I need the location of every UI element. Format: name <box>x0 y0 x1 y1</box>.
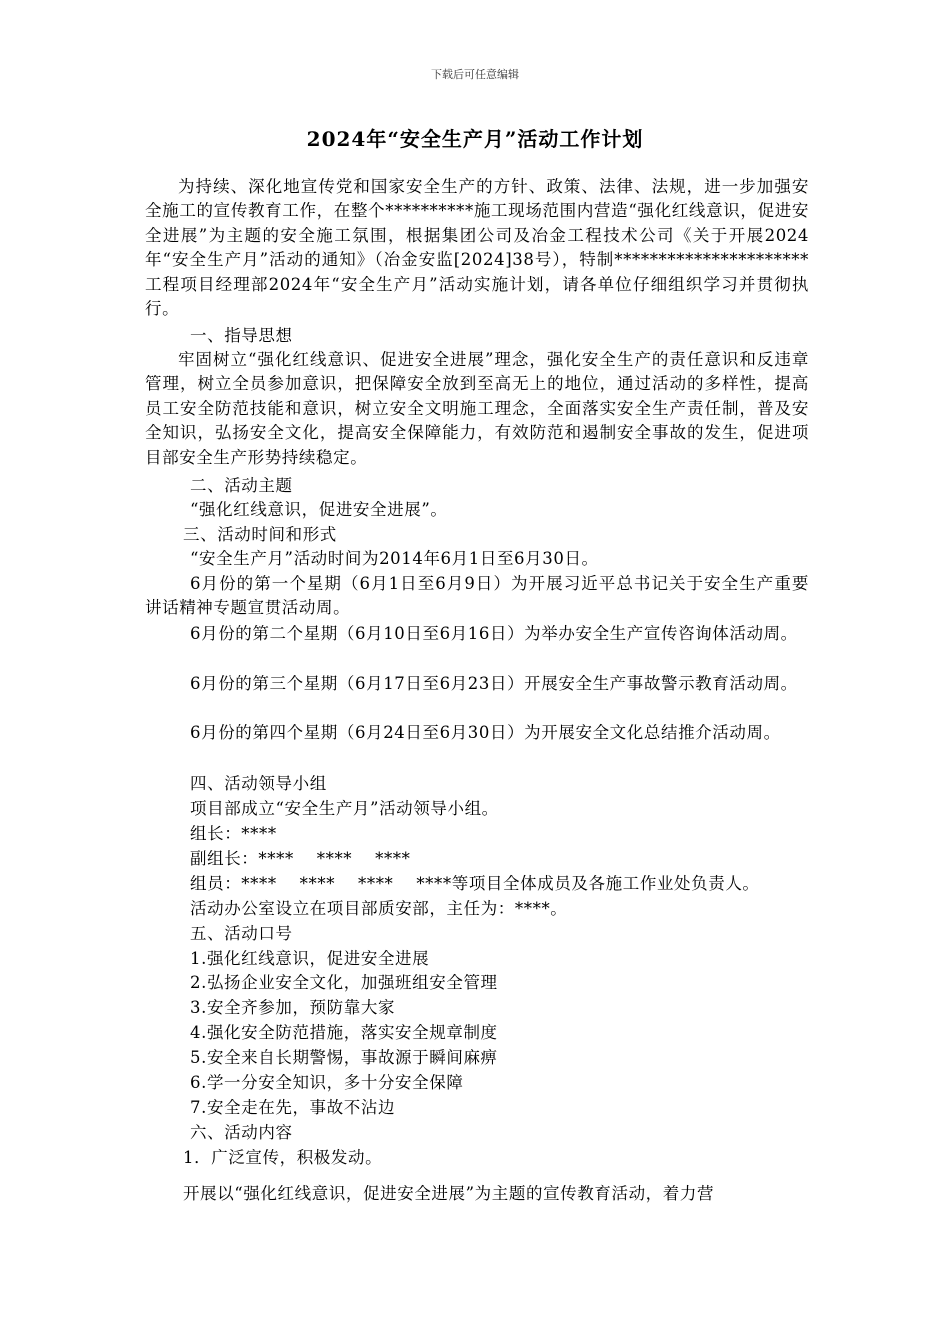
slogan-item: 4.强化安全防范措施，落实安全规章制度 <box>190 1023 498 1042</box>
section-4-line: 活动办公室设立在项目部质安部，主任为：****。 <box>190 899 568 918</box>
section-6-heading: 六、活动内容 <box>190 1123 293 1142</box>
slogan-item: 2.弘扬企业安全文化，加强班组安全管理 <box>190 973 498 992</box>
section-3-week3: 6月份的第三个星期（6月17日至6月23日）开展安全生产事故警示教育活动周。 <box>190 674 798 693</box>
section-4-heading: 四、活动领导小组 <box>190 774 327 793</box>
section-1-heading: 一、指导思想 <box>190 326 293 345</box>
section-5-heading: 五、活动口号 <box>190 924 293 943</box>
slogan-item: 5.安全来自长期警惕，事故源于瞬间麻痹 <box>190 1048 498 1067</box>
slogan-item: 1.强化红线意识，促进安全进展 <box>190 949 430 968</box>
section-6-item-1: 1．广泛宣传，积极发动。 <box>183 1148 383 1167</box>
slogan-item: 6.学一分安全知识，多十分安全保障 <box>190 1073 464 1092</box>
section-2-heading: 二、活动主题 <box>190 476 293 495</box>
section-3-heading: 三、活动时间和形式 <box>183 525 337 544</box>
intro-paragraph: 为持续、深化地宣传党和国家安全生产的方针、政策、法律、法规，进一步加强安全施工的宣传教育工作，在整个**********施工现场范围内营造“强化红线意识，促进安全进展”为主题的安全施工氛围，根据集团公司及冶金工程技术公司《关于开展2024年“安全生产月”活动的通知》（冶金安监[2024]38号），特制**********************工程项目经理部2024年“安全生产月”活动实施计划，请各单位仔细组织学习并贯彻执行。 <box>145 177 809 319</box>
section-4-line: 副组长：**** **** **** <box>190 849 411 868</box>
section-3-week2: 6月份的第二个星期（6月10日至6月16日）为举办安全生产宣传咨询体活动周。 <box>190 624 798 643</box>
header-note: 下载后可任意编辑 <box>431 68 519 81</box>
section-3-time: “安全生产月”活动时间为2014年6月1日至6月30日。 <box>190 549 599 568</box>
section-1-body: 牢固树立“强化红线意识、促进安全进展”理念，强化安全生产的责任意识和反违章管理，树立全员参加意识，把保障安全放到至高无上的地位，通过活动的多样性，提高员工安全防范技能和意识，树立安全文明施工理念，全面落实安全生产责任制，普及安全知识，弘扬安全文化，提高安全保障能力，有效防范和遏制安全事故的发生，促进项目部安全生产形势持续稳定。 <box>145 350 809 467</box>
section-3-week1: 6月份的第一个星期（6月1日至6月9日）为开展习近平总书记关于安全生产重要讲话精神专题宣贯活动周。 <box>145 574 809 618</box>
slogan-item: 7.安全走在先，事故不沾边 <box>190 1098 396 1117</box>
section-3-week4: 6月份的第四个星期（6月24日至6月30日）为开展安全文化总结推介活动周。 <box>190 723 781 742</box>
section-4-line: 组长：**** <box>190 824 277 843</box>
document-title: 2024年“安全生产月”活动工作计划 <box>306 127 644 151</box>
section-6-body: 开展以“强化红线意识，促进安全进展”为主题的宣传教育活动，着力营 <box>183 1184 715 1203</box>
section-4-line: 项目部成立“安全生产月”活动领导小组。 <box>190 799 499 818</box>
slogan-item: 3.安全齐参加，预防靠大家 <box>190 998 396 1017</box>
section-2-body: “强化红线意识，促进安全进展”。 <box>190 500 448 519</box>
section-4-line: 组员：**** **** **** ****等项目全体成员及各施工作业处负责人。 <box>190 874 760 893</box>
